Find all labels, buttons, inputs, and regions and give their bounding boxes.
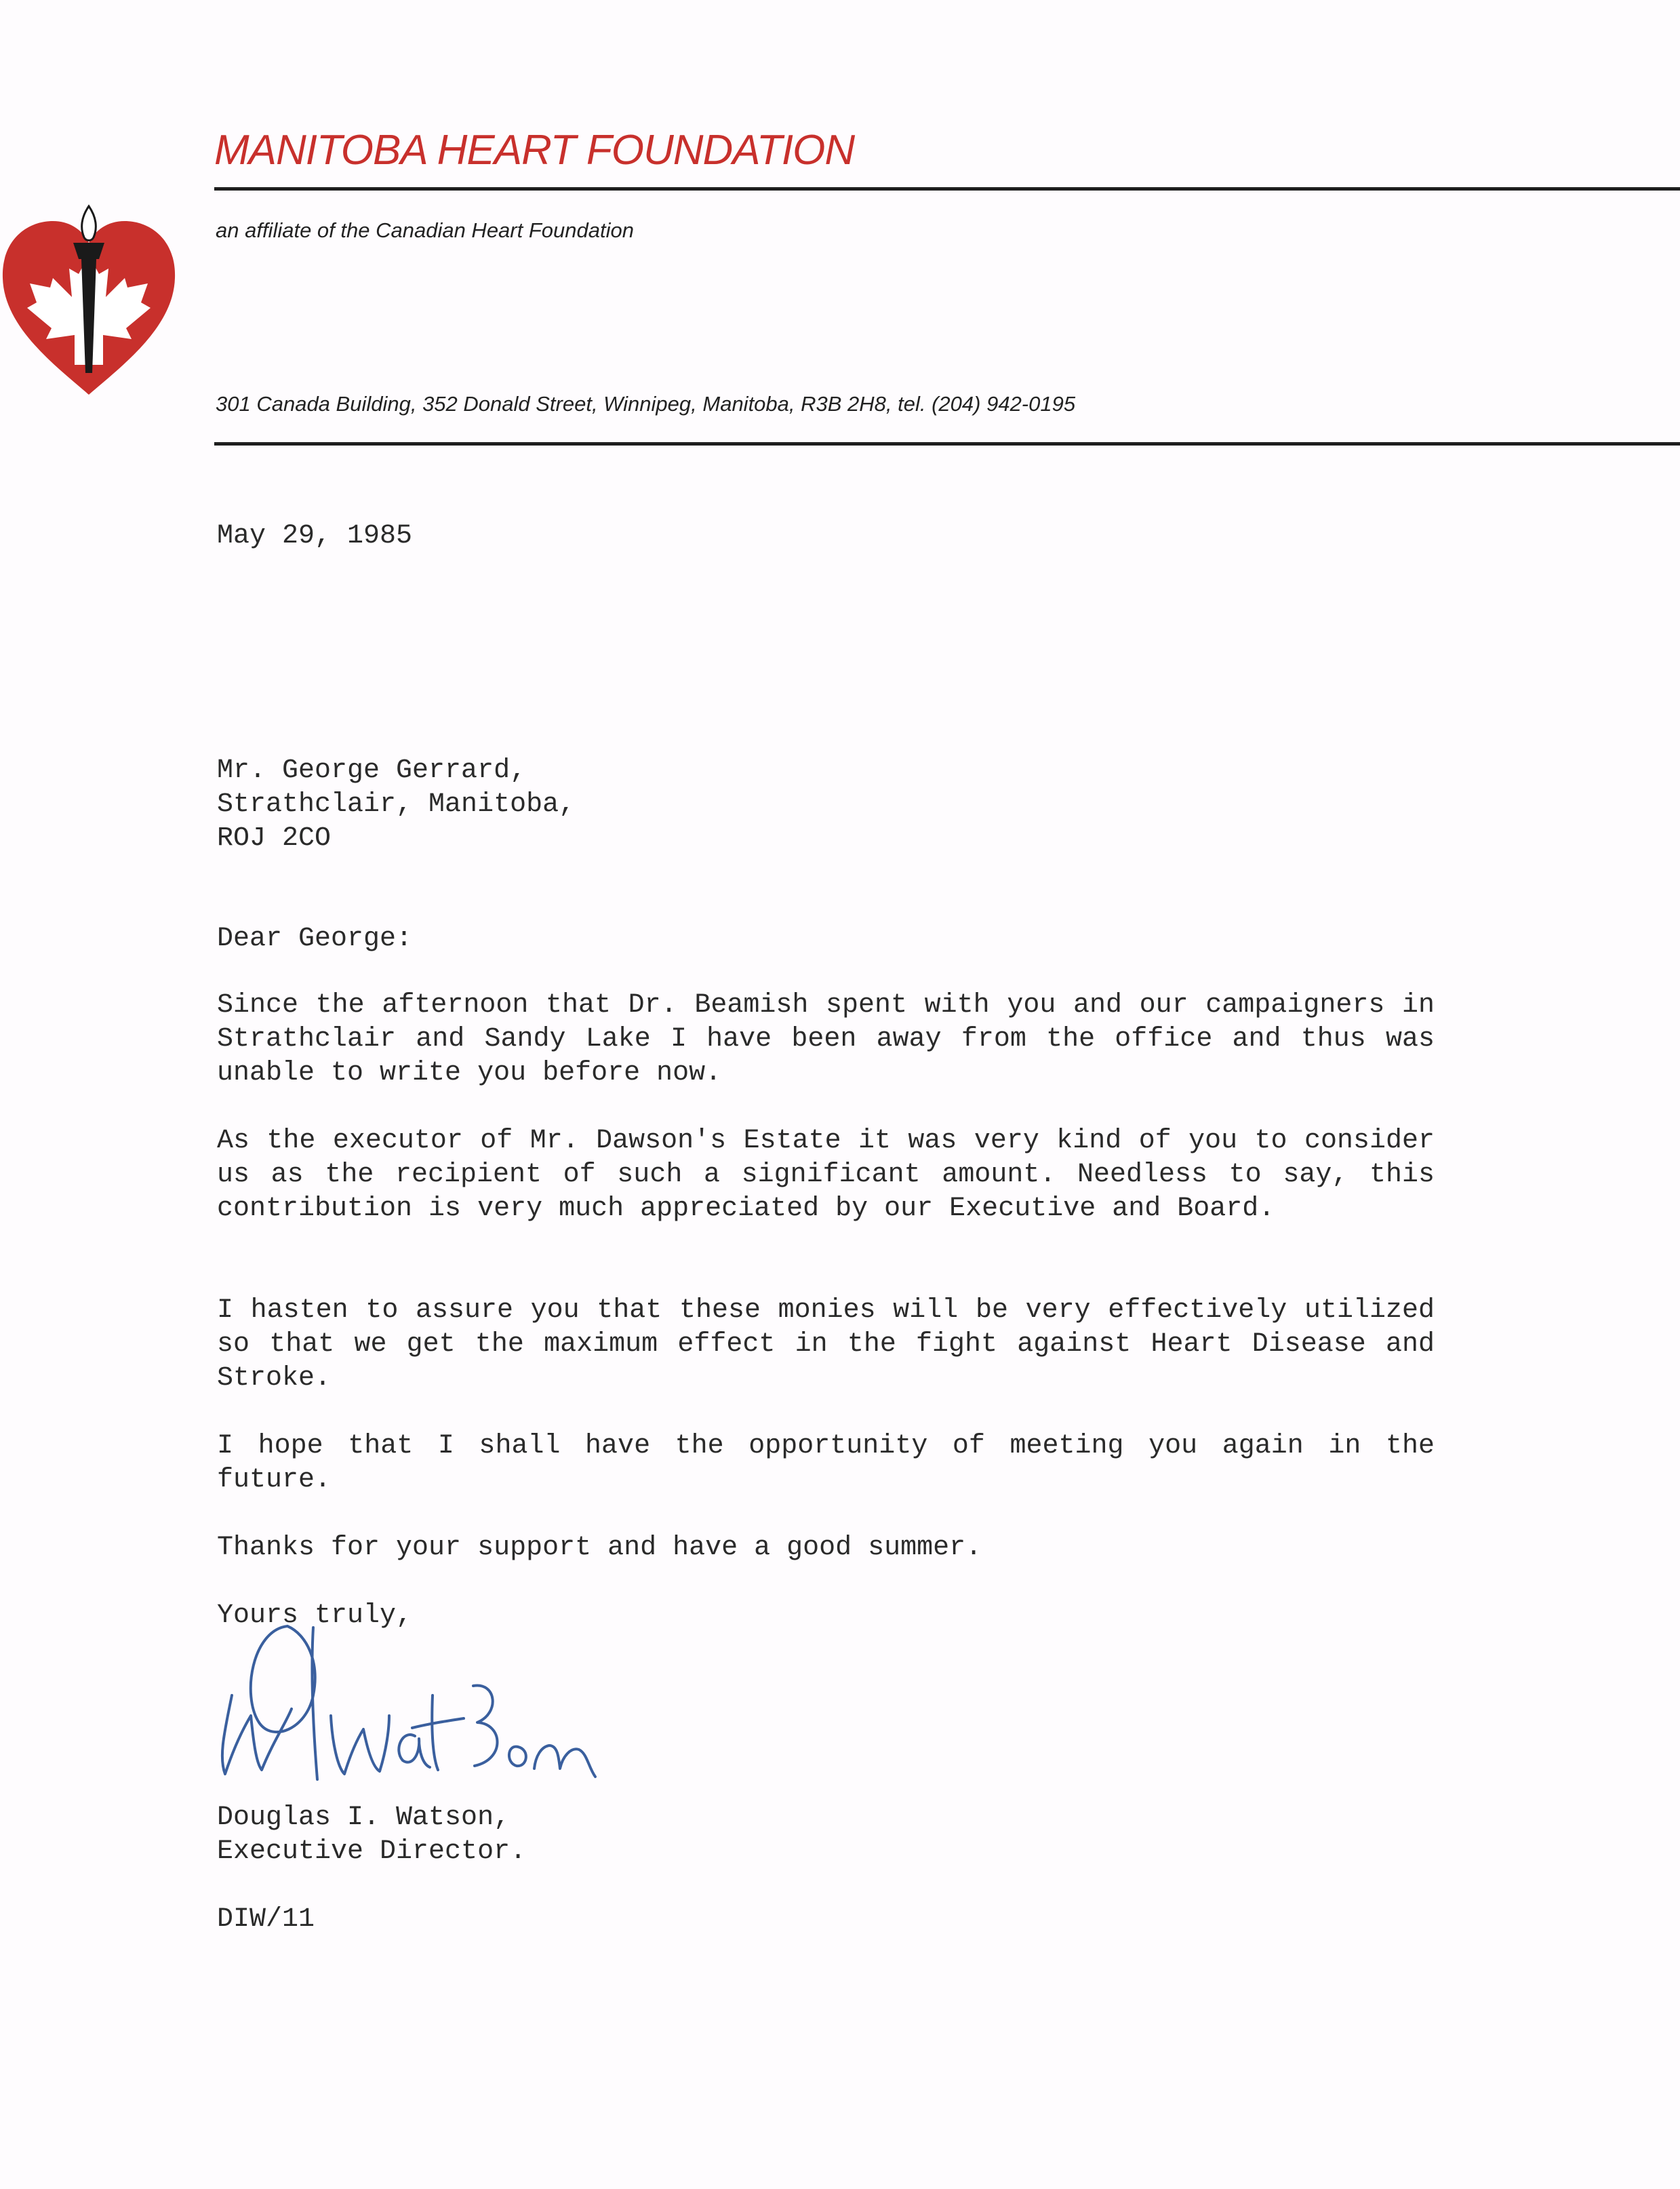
paragraph-3: I hasten to assure you that these monies will be very effectively utilized so that we get the maximum effect in the fight against Heart Disease and Stroke. [217, 1295, 1435, 1394]
recipient-town: Strathclair, Manitoba, [217, 789, 576, 820]
paragraph-1: Since the afternoon that Dr. Beamish spent with you and our campaigners in Strathclair and Sandy Lake I have been away from the office and thus was unable to write you before now. [217, 990, 1435, 1088]
handwritten-signature [212, 1614, 618, 1797]
organization-name: MANITOBA HEART FOUNDATION [214, 127, 855, 174]
closing: Yours truly, [217, 1600, 413, 1631]
signer-block [217, 1801, 526, 1869]
paragraph-2: As the executor of Mr. Dawson's Estate it was very kind of you to consider us as the recipient of such a significant amount. Needless to say, this contribution is very much appreciated by our Executive and Board. [217, 1126, 1435, 1224]
recipient-name: Mr. George Gerrard, [217, 755, 527, 786]
recipient-postal-code: ROJ 2CO [217, 823, 332, 854]
address-line: 301 Canada Building, 352 Donald Street, Winnipeg, Manitoba, R3B 2H8, tel. (204) 942-0195 [216, 392, 1076, 416]
letter-date: May 29, 1985 [217, 521, 413, 551]
signer-title: Executive Director. [217, 1836, 527, 1867]
letterhead-bottom-rule [214, 442, 1680, 446]
salutation: Dear George: [217, 924, 413, 954]
signer-name: Douglas I. Watson, [217, 1802, 511, 1833]
paragraph-4: I hope that I shall have the opportunity of meeting you again in the future. [217, 1431, 1435, 1495]
affiliate-line: an affiliate of the Canadian Heart Foundation [216, 218, 634, 242]
paragraph-5: Thanks for your support and have a good summer. [217, 1533, 982, 1563]
heart-maple-leaf-torch-icon [0, 203, 178, 400]
recipient-address [217, 754, 575, 856]
letterhead-top-rule [214, 187, 1680, 191]
reference-initials: DIW/11 [217, 1904, 315, 1935]
